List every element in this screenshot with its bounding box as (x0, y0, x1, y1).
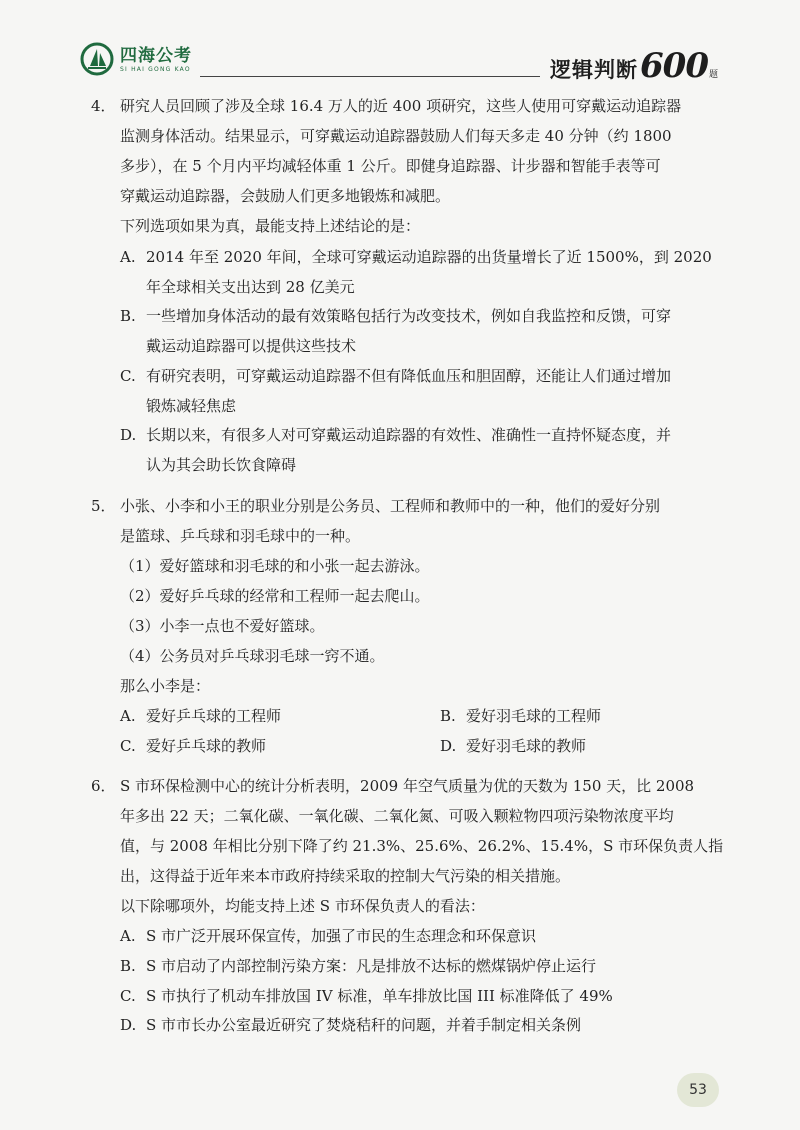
book-title-text: 逻辑判断 (550, 58, 638, 82)
question-6-stem-line: 年多出 22 天；二氧化碳、一氧化碳、二氧化氮、可吸入颗粒物四项污染物浓度平均 (120, 807, 674, 825)
question-4-stem-line: 穿戴运动追踪器，会鼓励人们更多地锻炼和减肥。 (120, 187, 451, 205)
question-5-condition: （1）爱好篮球和羽毛球的和小张一起去游泳。 (120, 557, 430, 575)
question-5-option-a-letter: A. (120, 707, 136, 725)
question-5-condition: （2）爱好乒乓球的经常和工程师一起去爬山。 (120, 587, 430, 605)
question-4-option-c-line: 有研究表明，可穿戴运动追踪器不但有降低血压和胆固醇，还能让人们通过增加 (146, 367, 672, 385)
question-5-option-b: 爱好羽毛球的工程师 (466, 707, 602, 725)
question-4-stem-line: 研究人员回顾了涉及全球 16.4 万人的近 400 项研究，这些人使用可穿戴运动追踪器 (120, 97, 682, 115)
question-6-stem-line: 出，这得益于近年来本市政府持续采取的控制大气污染的相关措施。 (120, 867, 571, 885)
book-title-unit: 题 (708, 70, 718, 80)
question-4-option-d-line: 认为其会助长饮食障碍 (146, 456, 297, 474)
question-4-option-d-letter: D. (120, 426, 137, 444)
question-4-prompt: 下列选项如果为真，最能支持上述结论的是： (120, 217, 421, 235)
question-6-stem-line: S 市环保检测中心的统计分析表明，2009 年空气质量为优的天数为 150 天，比 2008 (120, 777, 695, 795)
question-4-option-a-line: 2014 年至 2020 年间，全球可穿戴运动追踪器的出货量增长了近 1500%，到 2020 (146, 248, 712, 266)
question-6-option-c-letter: C. (120, 987, 136, 1005)
question-6-option-c: S 市执行了机动车排放国 IV 标准，单车排放比国 III 标准降低了 49% (146, 987, 613, 1005)
question-5-option-b-letter: B. (440, 707, 456, 725)
question-6-option-b-letter: B. (120, 957, 136, 975)
logo-pinyin-name: SI HAI GONG KAO (120, 65, 191, 73)
question-4-number: 4． (91, 97, 116, 115)
question-4-stem-line: 多步），在 5 个月内平均减轻体重 1 公斤。即健身追踪器、计步器和智能手表等可 (120, 157, 661, 175)
question-4-option-b-line: 一些增加身体活动的最有效策略包括行为改变技术，例如自我监控和反馈，可穿 (146, 307, 672, 325)
question-6-option-a-letter: A. (120, 927, 136, 945)
page-number: 53 (677, 1073, 719, 1107)
question-5-option-c: 爱好乒乓球的教师 (146, 737, 267, 755)
question-5-condition: （4）公务员对乒乓球羽毛球一窍不通。 (120, 647, 385, 665)
question-4-option-b-letter: B. (120, 307, 136, 325)
question-5-condition: （3）小李一点也不爱好篮球。 (120, 617, 325, 635)
question-6-option-d-letter: D. (120, 1016, 137, 1034)
question-5-prompt: 那么小李是： (120, 677, 211, 695)
question-6-option-b: S 市启动了内部控制污染方案：凡是排放不达标的燃煤锅炉停止运行 (146, 957, 597, 975)
question-6-stem-line: 值，与 2008 年相比分别下降了约 21.3%、25.6%、26.2%、15.4%，S 市环保负责人指 (120, 837, 724, 855)
question-4-option-a-letter: A. (120, 248, 136, 266)
question-6-option-a: S 市广泛开展环保宣传，加强了市民的生态理念和环保意识 (146, 927, 537, 945)
question-4-option-c-letter: C. (120, 367, 136, 385)
question-6-number: 6． (91, 777, 116, 795)
question-5-option-d-letter: D. (440, 737, 457, 755)
question-6-option-d: S 市市长办公室最近研究了焚烧秸秆的问题，并着手制定相关条例 (146, 1016, 582, 1034)
question-4-option-d-line: 长期以来，有很多人对可穿戴运动追踪器的有效性、准确性一直持怀疑态度，并 (146, 426, 672, 444)
question-5-stem-line: 是篮球、乒乓球和羽毛球中的一种。 (120, 527, 361, 545)
question-5-number: 5． (91, 497, 116, 515)
question-4-option-c-line: 锻炼减轻焦虑 (146, 397, 237, 415)
book-title-number: 600 (640, 46, 708, 86)
question-4-option-b-line: 戴运动追踪器可以提供这些技术 (146, 337, 357, 355)
question-6-prompt: 以下除哪项外，均能支持上述 S 市环保负责人的看法： (120, 897, 485, 915)
question-5-option-a: 爱好乒乓球的工程师 (146, 707, 282, 725)
question-5-option-d: 爱好羽毛球的教师 (466, 737, 587, 755)
question-4-stem-line: 监测身体活动。结果显示，可穿戴运动追踪器鼓励人们每天多走 40 分钟（约 1800 (120, 127, 672, 145)
question-5-stem-line: 小张、小李和小王的职业分别是公务员、工程师和教师中的一种，他们的爱好分别 (120, 497, 661, 515)
question-5-option-c-letter: C. (120, 737, 136, 755)
question-4-option-a-line: 年全球相关支出达到 28 亿美元 (146, 278, 355, 296)
logo-chinese-name: 四海公考 (120, 45, 192, 66)
